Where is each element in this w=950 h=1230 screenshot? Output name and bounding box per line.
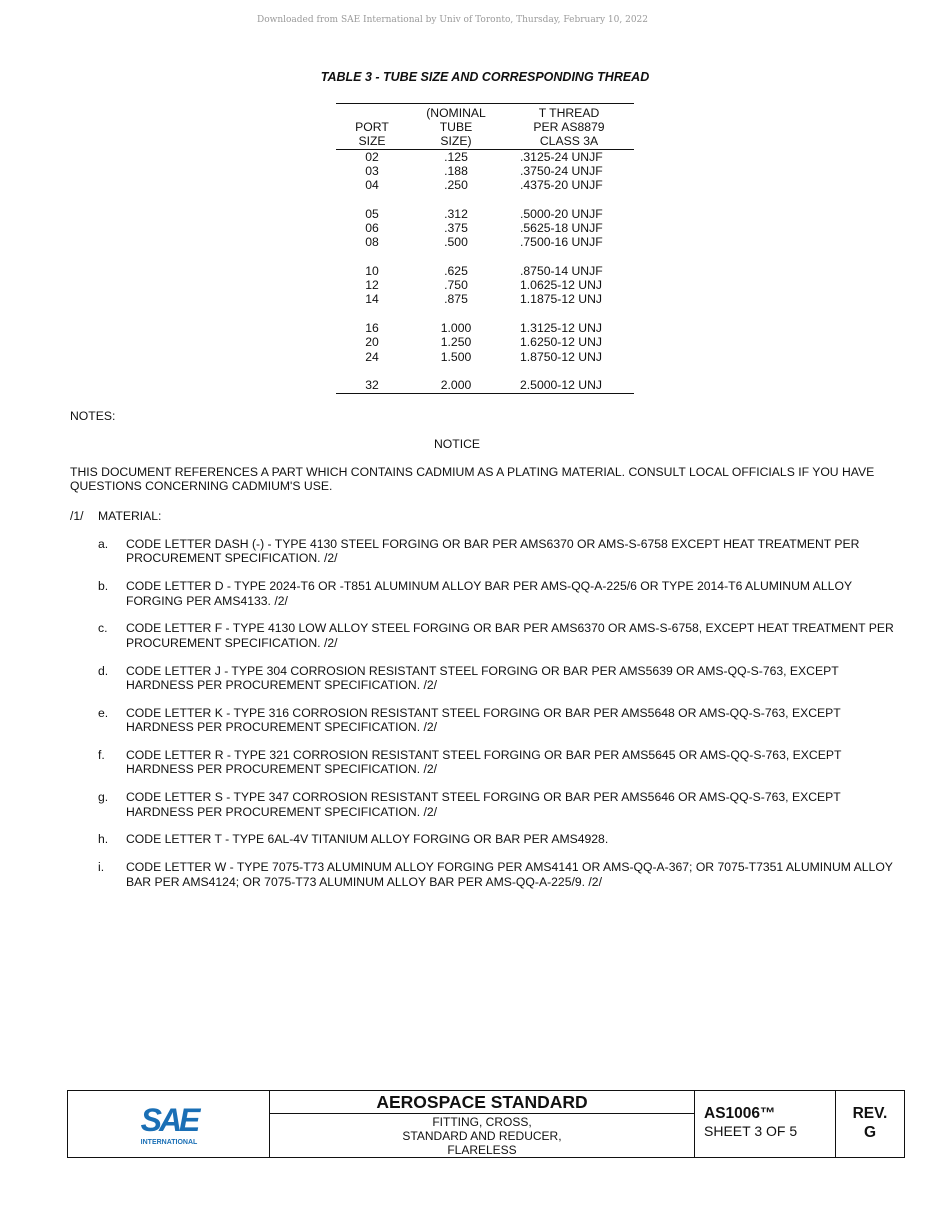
notice-title: NOTICE — [433, 437, 481, 451]
tube-size-cell: .312 — [444, 206, 468, 221]
table-row — [336, 149, 634, 164]
tube-size-cell: .188 — [444, 163, 468, 178]
material-letter: g. — [98, 790, 109, 805]
table-row — [336, 178, 634, 192]
table-row — [336, 235, 634, 249]
port-size-cell: 06 — [365, 221, 379, 236]
material-note-number: /1/ — [70, 509, 84, 523]
table-title: TABLE 3 - TUBE SIZE AND CORRESPONDING THREAD — [320, 70, 650, 84]
sae-logo — [68, 1091, 270, 1157]
thread-cell: .3750-24 UNJF — [520, 163, 603, 178]
download-watermark: Downloaded from SAE International by Univ of Toronto, Thursday, February 10, 2022 — [256, 15, 649, 25]
material-letter: a. — [98, 537, 109, 551]
material-text: CODE LETTER D - TYPE 2024-T6 OR -T851 ALUMINUM ALLOY BAR PER AMS-QQ-A-225/6 OR TYPE 2014-T6 ALUMINUM ALLOY FORGING PER AMS4133. /2/ — [126, 579, 852, 608]
sheet-number: SHEET 3 OF 5 — [704, 1123, 798, 1139]
notes-label: NOTES: — [70, 409, 116, 423]
material-text: CODE LETTER T - TYPE 6AL-4V TITANIUM ALLOY FORGING OR BAR PER AMS4928. — [126, 832, 609, 847]
material-item — [98, 664, 898, 693]
title-block — [67, 1090, 905, 1158]
part-description: FITTING, CROSS, STANDARD AND REDUCER, FLARELESS — [402, 1115, 562, 1157]
material-letter: i. — [98, 860, 105, 875]
material-text: CODE LETTER R - TYPE 321 CORROSION RESISTANT STEEL FORGING OR BAR PER AMS5645 OR AMS-QQ-S-763, EXCEPT HARDNESS PER PROCUREMENT SPECIFICATION. /2/ — [126, 748, 842, 777]
thread-cell: 1.1875-12 UNJ — [520, 292, 602, 307]
material-text: CODE LETTER K - TYPE 316 CORROSION RESISTANT STEEL FORGING OR BAR PER AMS5648 OR AMS-QQ-S-763, EXCEPT HARDNESS PER PROCUREMENT SPECIFICATION. /2/ — [126, 705, 841, 735]
thread-cell: .5625-18 UNJF — [520, 221, 603, 236]
table-row — [336, 350, 634, 364]
thread-cell: 1.8750-12 UNJ — [520, 349, 602, 364]
material-text: CODE LETTER S - TYPE 347 CORROSION RESISTANT STEEL FORGING OR BAR PER AMS5646 OR AMS-QQ-S-763, EXCEPT HARDNESS PER PROCUREMENT SPECIFICATION. /2/ — [126, 790, 841, 819]
material-item — [98, 621, 898, 650]
tube-size-cell: .750 — [444, 278, 468, 293]
material-item — [98, 832, 898, 846]
header-tube-size: (NOMINAL TUBE SIZE) — [426, 106, 486, 149]
table-row — [336, 264, 634, 278]
port-size-cell: 32 — [336, 378, 408, 393]
tube-size-cell: .875 — [444, 292, 468, 307]
group-spacer — [336, 364, 634, 379]
material-item — [98, 790, 898, 819]
port-size-cell: 04 — [365, 178, 379, 193]
sae-logo-icon — [134, 1101, 204, 1147]
table-row — [336, 164, 634, 178]
document-info — [695, 1091, 836, 1157]
port-size-cell: 16 — [365, 321, 379, 336]
port-size-cell: 05 — [365, 206, 379, 221]
tube-size-cell: .625 — [444, 264, 468, 279]
header-thread: T THREAD PER AS8879 CLASS 3A — [533, 106, 605, 149]
thread-cell: .5000-20 UNJF — [520, 206, 603, 221]
thread-cell: .8750-14 UNJF — [520, 264, 603, 279]
material-text: CODE LETTER F - TYPE 4130 LOW ALLOY STEEL FORGING OR BAR PER AMS6370 OR AMS-S-6758, EXCEPT HEAT TREATMENT PER PROCUREMENT SPECIFICATION. /2/ — [126, 621, 894, 650]
table-row — [336, 335, 634, 349]
table-row — [336, 221, 634, 235]
thread-cell: 1.0625-12 UNJ — [520, 278, 602, 293]
header-port-size: PORT SIZE — [355, 120, 389, 149]
material-list — [98, 537, 898, 902]
thread-cell: 1.6250-12 UNJ — [520, 335, 602, 350]
table-row — [336, 378, 634, 393]
material-letter: f. — [98, 748, 105, 763]
table-row — [336, 278, 634, 292]
material-item — [98, 706, 898, 735]
tube-size-cell: 1.500 — [440, 349, 472, 364]
tube-size-cell: 2.000 — [408, 378, 504, 393]
tube-size-cell: .125 — [444, 149, 468, 164]
document-number: AS1006™ — [704, 1105, 776, 1122]
material-item — [98, 537, 898, 566]
material-text: CODE LETTER J - TYPE 304 CORROSION RESISTANT STEEL FORGING OR BAR PER AMS5639 OR AMS-QQ-S-763, EXCEPT HARDNESS PER PROCUREMENT SPECIFICATION. /2/ — [126, 663, 839, 693]
material-heading — [70, 509, 161, 523]
tube-size-cell: .250 — [444, 178, 468, 193]
port-size-cell: 24 — [365, 349, 379, 364]
group-spacer — [336, 249, 634, 264]
group-spacer — [336, 307, 634, 322]
thread-cell: 1.3125-12 UNJ — [520, 321, 602, 336]
material-item — [98, 748, 898, 777]
material-letter: e. — [98, 705, 109, 720]
thread-cell: .4375-20 UNJF — [520, 178, 603, 193]
material-item — [98, 860, 898, 889]
tube-size-cell: .375 — [444, 221, 468, 236]
table-row — [336, 207, 634, 221]
revision-label: REV. — [852, 1105, 888, 1122]
table-row — [336, 292, 634, 306]
port-size-cell: 10 — [365, 264, 379, 279]
port-size-cell: 12 — [365, 278, 379, 293]
tube-size-cell: 1.250 — [440, 335, 472, 350]
port-size-cell: 20 — [365, 335, 379, 350]
material-letter: c. — [98, 621, 108, 636]
table-row — [336, 321, 634, 335]
material-text: CODE LETTER W - TYPE 7075-T73 ALUMINUM ALLOY FORGING PER AMS4141 OR AMS-QQ-A-367; OR 7075-T7351 ALUMINUM ALLOY BAR PER AMS4124; OR 7075-T73 ALUMINUM ALLOY BAR PER AMS-QQ-A-225/9. /2/ — [126, 860, 893, 889]
tube-size-cell: 1.000 — [440, 321, 472, 336]
port-size-cell: 14 — [365, 292, 379, 307]
table-header-row — [336, 104, 634, 150]
material-text: CODE LETTER DASH (-) - TYPE 4130 STEEL FORGING OR BAR PER AMS6370 OR AMS-S-6758 EXCEPT HEAT TREATMENT PER PROCUREMENT SPECIFICATION. /2/ — [126, 537, 860, 566]
material-letter: h. — [98, 832, 109, 847]
standard-type: AEROSPACE STANDARD — [270, 1091, 694, 1114]
tube-size-table — [336, 103, 634, 394]
title-block-center — [270, 1091, 695, 1157]
material-letter: b. — [98, 579, 109, 594]
port-size-cell: 03 — [365, 163, 379, 178]
material-label: MATERIAL: — [98, 509, 162, 523]
thread-cell: .7500-16 UNJF — [520, 235, 603, 250]
group-spacer — [336, 192, 634, 207]
notice-text: THIS DOCUMENT REFERENCES A PART WHICH CONTAINS CADMIUM AS A PLATING MATERIAL. CONSULT LOCAL OFFICIALS IF YOU HAVE QUESTIONS CONCERNING CADMIUM'S USE. — [70, 465, 875, 494]
thread-cell: 2.5000-12 UNJ — [504, 378, 634, 393]
material-letter: d. — [98, 663, 109, 678]
sae-logo-letters: SAE — [140, 1102, 197, 1138]
port-size-cell: 08 — [365, 235, 379, 250]
tube-size-cell: .500 — [444, 235, 468, 250]
material-item — [98, 579, 898, 608]
thread-cell: .3125-24 UNJF — [520, 149, 603, 164]
port-size-cell: 02 — [365, 149, 379, 164]
revision-value: G — [863, 1124, 877, 1141]
sae-logo-subtext: INTERNATIONAL — [140, 1139, 197, 1146]
revision-box — [836, 1091, 904, 1157]
